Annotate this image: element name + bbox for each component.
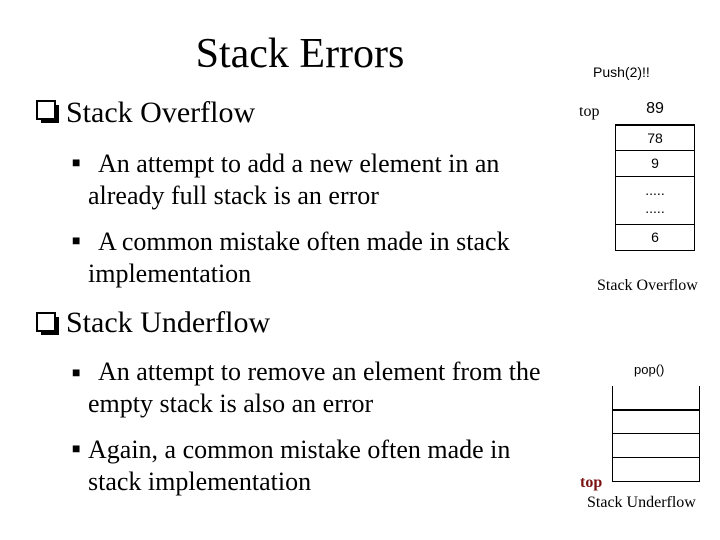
bullet-line: An attempt to remove an element from the <box>98 357 541 386</box>
stack-cell: 89 <box>615 95 695 125</box>
bullet-text <box>88 226 510 290</box>
empty-stack-cell <box>612 458 700 482</box>
section-heading-overflow: Stack Overflow <box>66 96 256 129</box>
underflow-caption: Stack Underflow <box>587 494 696 511</box>
checkbox-bullet-icon <box>36 100 56 120</box>
bullet-line: A common mistake often made in stack <box>98 227 510 256</box>
overflow-caption: Stack Overflow <box>597 277 698 294</box>
pop-operation-label: pop() <box>634 362 665 377</box>
bullet-line: empty stack is also an error <box>88 389 374 418</box>
square-bullet-icon: ■ <box>72 366 81 381</box>
stack-cell: 6 <box>615 225 695 251</box>
empty-stack-cell <box>612 386 700 410</box>
square-bullet-icon: ■ <box>72 234 81 249</box>
bullet-text <box>88 148 499 212</box>
bullet-text <box>88 434 510 498</box>
push-operation-label: Push(2)!! <box>593 64 650 80</box>
stack-cell: 9 <box>615 151 695 177</box>
top-pointer-label: top <box>580 474 603 491</box>
ellipsis-row: ..... <box>645 182 665 198</box>
bullet-text <box>88 356 541 420</box>
empty-stack-cell <box>612 434 700 458</box>
bullet-line: stack implementation <box>88 467 312 496</box>
top-pointer-label: top <box>579 103 600 120</box>
section-heading-underflow: Stack Underflow <box>66 306 271 339</box>
bullet-line: An attempt to add a new element in an <box>98 149 500 178</box>
stack-cell-ellipsis <box>615 177 695 225</box>
bullet-line: already full stack is an error <box>88 181 379 210</box>
ellipsis-row: ..... <box>645 200 665 216</box>
bullet-line: implementation <box>88 259 252 288</box>
bullet-line: Again, a common mistake often made in <box>88 435 511 464</box>
slide-title: Stack Errors <box>195 31 405 77</box>
empty-stack-cell <box>612 410 700 434</box>
stack-cell: 78 <box>615 125 695 151</box>
square-bullet-icon: ■ <box>72 442 81 457</box>
square-bullet-icon: ■ <box>72 156 81 171</box>
checkbox-bullet-icon <box>36 312 56 332</box>
